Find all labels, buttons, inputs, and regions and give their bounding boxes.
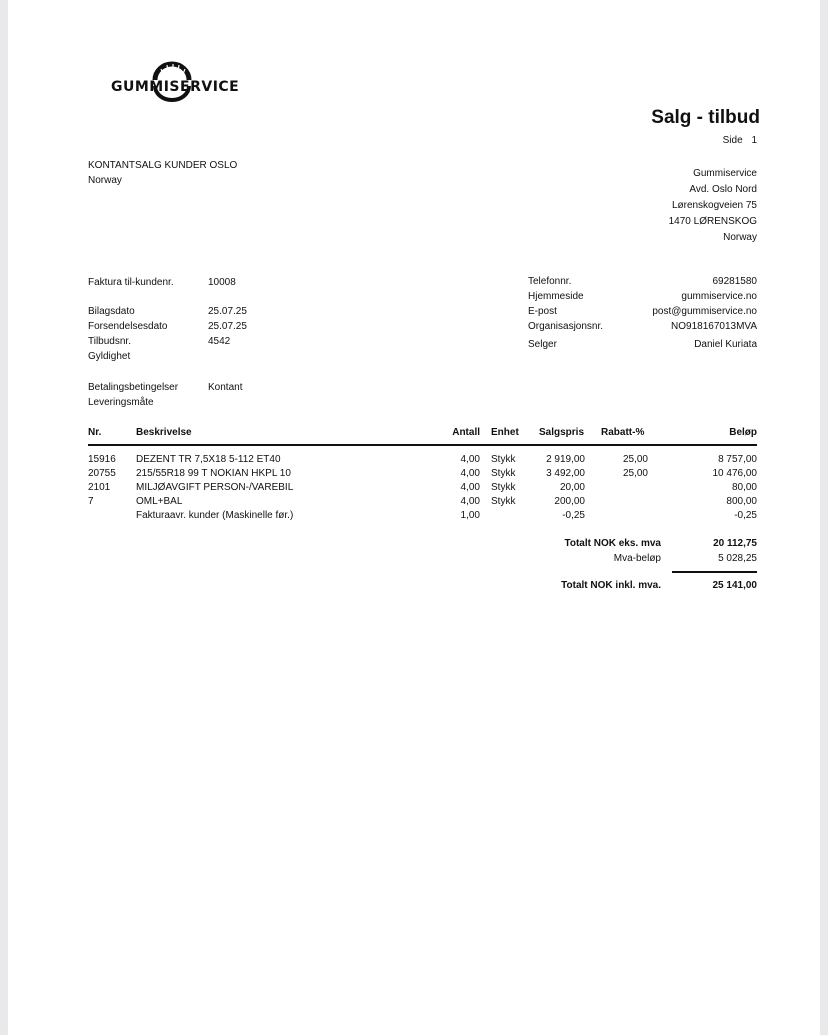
row-nr: 2101 — [88, 482, 111, 493]
row-desc: MILJØAVGIFT PERSON-/VAREBIL — [136, 482, 294, 493]
total-excl-label: Totalt NOK eks. mva — [564, 538, 661, 549]
table-row — [8, 468, 820, 482]
payment-label: Betalingsbetingelser — [88, 382, 179, 393]
company-branch: Avd. Oslo Nord — [689, 184, 757, 195]
row-unit: Stykk — [491, 482, 516, 493]
row-unit: Stykk — [491, 454, 516, 465]
page-number: 1 — [751, 135, 757, 146]
row-desc: DEZENT TR 7,5X18 5-112 ET40 — [136, 454, 281, 465]
email-label: E-post — [528, 306, 557, 317]
company-logo — [103, 60, 243, 102]
table-header-rule — [88, 444, 757, 446]
customer-country: Norway — [88, 175, 122, 186]
row-desc: Fakturaavr. kunder (Maskinelle før.) — [136, 510, 294, 521]
email-value: post@gummiservice.no — [652, 306, 757, 317]
phone-label: Telefonnr. — [528, 276, 572, 287]
row-unit: Stykk — [491, 468, 516, 479]
totals-rule — [672, 571, 757, 573]
row-unit: Stykk — [491, 496, 516, 507]
seller-label: Selger — [528, 339, 557, 350]
quote-no-label: Tilbudsnr. — [88, 336, 131, 347]
row-discount: 25,00 — [622, 454, 648, 465]
row-price: 3 492,00 — [546, 468, 585, 479]
web-label: Hjemmeside — [528, 291, 584, 302]
table-header — [8, 427, 820, 441]
col-desc-header: Beskrivelse — [136, 427, 192, 438]
company-name: Gummiservice — [693, 168, 757, 179]
row-qty: 4,00 — [460, 482, 480, 493]
vat-value: 5 028,25 — [718, 553, 757, 564]
quote-no-value: 4542 — [208, 336, 231, 347]
row-price: -0,25 — [562, 510, 585, 521]
row-price: 200,00 — [554, 496, 585, 507]
row-amount: 8 757,00 — [718, 454, 757, 465]
row-qty: 1,00 — [460, 510, 480, 521]
col-amount-header: Beløp — [729, 427, 757, 438]
row-amount: 80,00 — [731, 482, 757, 493]
row-desc: OML+BAL — [136, 496, 183, 507]
row-desc: 215/55R18 99 T NOKIAN HKPL 10 — [136, 468, 291, 479]
company-city: 1470 LØRENSKOG — [668, 216, 757, 227]
col-unit-header: Enhet — [491, 427, 519, 438]
org-label: Organisasjonsnr. — [528, 321, 604, 332]
table-row — [8, 510, 820, 524]
table-row — [8, 482, 820, 496]
customer-no-label: Faktura til-kundenr. — [88, 277, 174, 288]
ship-date-value: 25.07.25 — [208, 321, 247, 332]
total-incl-label: Totalt NOK inkl. mva. — [561, 580, 661, 591]
doc-date-label: Bilagsdato — [88, 306, 135, 317]
ship-date-label: Forsendelsesdato — [88, 321, 168, 332]
company-street: Lørenskogveien 75 — [671, 200, 757, 211]
page-indicator — [723, 135, 757, 146]
row-amount: -0,25 — [734, 510, 757, 521]
seller-value: Daniel Kuriata — [694, 339, 757, 350]
company-address — [669, 166, 757, 246]
page-label: Side — [722, 135, 743, 146]
customer-name: KONTANTSALG KUNDER OSLO — [88, 160, 238, 171]
row-nr: 7 — [88, 496, 94, 507]
total-excl-value: 20 112,75 — [713, 538, 757, 549]
customer-no-value: 10008 — [208, 277, 236, 288]
col-nr-header: Nr. — [88, 427, 102, 438]
payment-value: Kontant — [208, 382, 243, 393]
phone-value: 69281580 — [712, 276, 757, 287]
row-qty: 4,00 — [460, 454, 480, 465]
table-row — [8, 454, 820, 468]
validity-label: Gyldighet — [88, 351, 131, 362]
document-title: Salg - tilbud — [651, 107, 760, 128]
org-value: NO918167013MVA — [671, 321, 757, 332]
row-nr: 20755 — [88, 468, 116, 479]
row-qty: 4,00 — [460, 468, 480, 479]
web-value: gummiservice.no — [681, 291, 757, 302]
col-qty-header: Antall — [452, 427, 480, 438]
row-price: 20,00 — [559, 482, 585, 493]
company-country: Norway — [723, 232, 757, 243]
delivery-label: Leveringsmåte — [88, 397, 154, 408]
row-amount: 10 476,00 — [712, 468, 757, 479]
total-incl-value: 25 141,00 — [712, 580, 757, 591]
row-qty: 4,00 — [460, 496, 480, 507]
row-price: 2 919,00 — [546, 454, 585, 465]
col-price-header: Salgspris — [539, 427, 585, 438]
col-discount-header: Rabatt-% — [601, 427, 645, 438]
row-nr: 15916 — [88, 454, 116, 465]
document-page — [8, 0, 820, 1035]
logo-text: GUMMISERVICE — [111, 79, 240, 95]
row-discount: 25,00 — [622, 468, 648, 479]
doc-date-value: 25.07.25 — [208, 306, 247, 317]
table-row — [8, 496, 820, 510]
row-amount: 800,00 — [726, 496, 757, 507]
vat-label: Mva-beløp — [613, 553, 661, 564]
